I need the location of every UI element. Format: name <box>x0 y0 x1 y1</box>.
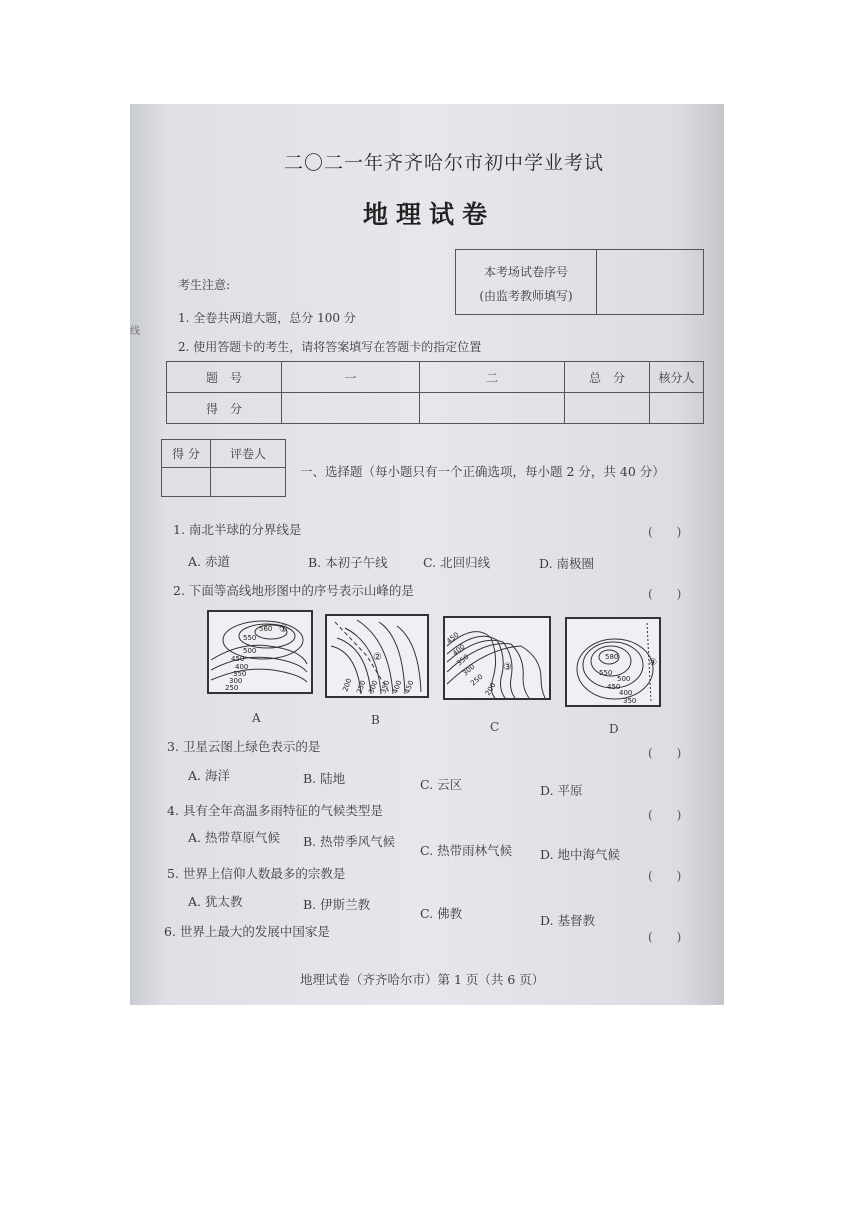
q1-option-a[interactable]: A. 赤道 <box>188 554 230 569</box>
marker-3: ③ <box>503 662 512 673</box>
section1-heading: 一、选择题（每小题只有一个正确选项，每小题 2 分，共 40 分） <box>300 464 665 479</box>
map-a-label: A <box>252 711 261 725</box>
contour-map-c-svg <box>445 618 549 698</box>
grader-score-cell <box>162 468 211 497</box>
contour-map-b[interactable] <box>325 614 429 698</box>
q3-option-b[interactable]: B. 陆地 <box>303 771 346 786</box>
grader-score-label: 得 分 <box>162 440 211 468</box>
contour-label: 400 <box>451 642 467 658</box>
contour-map-d-svg <box>567 619 659 705</box>
seq-box-line2: (由监考教师填写) <box>479 289 573 303</box>
score-table-head-item: 题 号 <box>167 362 282 393</box>
q4-option-b[interactable]: B. 热带季风气候 <box>303 834 396 849</box>
q5-option-a[interactable]: A. 犹太教 <box>188 894 243 909</box>
score-table-head-2: 二 <box>420 362 565 393</box>
q6-stem: 6. 世界上最大的发展中国家是 <box>164 924 330 939</box>
q2-stem: 2. 下面等高线地形图中的序号表示山峰的是 <box>173 583 414 598</box>
contour-label: 350 <box>379 679 392 695</box>
contour-line <box>211 669 307 682</box>
contour-map-d[interactable] <box>565 617 661 707</box>
contour-label: 400 <box>235 663 249 671</box>
map-b-label: B <box>371 713 380 727</box>
q1-option-d[interactable]: D. 南极圈 <box>539 556 595 571</box>
contour-label: 350 <box>623 697 637 705</box>
score-cell-2 <box>420 393 565 424</box>
contour-label: 450 <box>445 630 461 646</box>
contour-label: 300 <box>229 677 243 685</box>
page-footer: 地理试卷（齐齐哈尔市）第 1 页（共 6 页） <box>300 972 545 987</box>
q4-option-c[interactable]: C. 热带雨林气候 <box>420 843 513 858</box>
seq-box-label <box>456 250 597 315</box>
map-c-label: C <box>490 720 500 734</box>
notice-item-2: 2. 使用答题卡的考生，请将答案填写在答题卡的指定位置 <box>178 340 482 354</box>
score-table <box>166 361 704 424</box>
contour-label: 560 <box>259 625 273 633</box>
notice-item-1: 1. 全卷共两道大题，总分 100 分 <box>178 311 356 325</box>
contour-label: 200 <box>483 681 498 697</box>
contour-label: 350 <box>455 652 471 668</box>
contour-label: 200 <box>341 677 354 693</box>
contour-map-c[interactable] <box>443 616 551 700</box>
subject-title: 地理试卷 <box>363 200 496 229</box>
contour-line <box>211 657 307 672</box>
contour-label: 250 <box>469 672 485 688</box>
q3-option-a[interactable]: A. 海洋 <box>188 768 230 783</box>
grader-name-cell <box>211 468 286 497</box>
contour-label: 300 <box>367 679 380 695</box>
contour-label: 500 <box>617 675 631 683</box>
score-cell-checker <box>650 393 704 424</box>
marker-1: ① <box>279 624 288 635</box>
q4-option-d[interactable]: D. 地中海气候 <box>540 847 621 862</box>
q1-option-c[interactable]: C. 北回归线 <box>423 555 491 570</box>
q5-answer-paren[interactable]: ( ) <box>648 869 682 883</box>
score-table-head-total: 总 分 <box>565 362 650 393</box>
q1-option-b[interactable]: B. 本初子午线 <box>308 555 388 570</box>
contour-label: 250 <box>355 679 368 695</box>
contour-line <box>211 645 307 664</box>
contour-label: 580 <box>605 653 619 661</box>
contour-label: 400 <box>391 679 404 695</box>
q4-answer-paren[interactable]: ( ) <box>648 808 682 822</box>
marker-2: ② <box>373 652 382 663</box>
contour-label: 550 <box>243 634 257 642</box>
q5-option-b[interactable]: B. 伊斯兰教 <box>303 897 371 912</box>
q6-answer-paren[interactable]: ( ) <box>648 930 682 944</box>
contour-map-b-svg <box>327 616 427 696</box>
score-table-head-checker: 核分人 <box>650 362 704 393</box>
q5-option-d[interactable]: D. 基督教 <box>540 913 596 928</box>
q4-stem: 4. 具有全年高温多雨特征的气候类型是 <box>167 803 383 818</box>
exam-title: 二〇二一年齐齐哈尔市初中学业考试 <box>284 152 605 174</box>
grader-box <box>161 439 286 497</box>
marker-4: ④ <box>649 658 658 668</box>
contour-label: 450 <box>403 679 416 695</box>
notice-heading: 考生注意: <box>178 278 231 292</box>
contour-label: 350 <box>233 670 247 678</box>
q5-option-c[interactable]: C. 佛教 <box>420 906 463 921</box>
contour-label: 400 <box>619 689 633 697</box>
contour-label: 450 <box>607 683 621 691</box>
map-d-label: D <box>609 722 619 736</box>
q3-answer-paren[interactable]: ( ) <box>648 746 682 760</box>
contour-label: 450 <box>231 655 245 663</box>
score-table-row-label: 得 分 <box>167 393 282 424</box>
contour-map-a-svg <box>209 612 311 692</box>
score-cell-1 <box>282 393 420 424</box>
contour-label: 550 <box>599 669 613 677</box>
contour-label: 250 <box>225 684 239 692</box>
exam-sheet <box>130 104 724 1005</box>
binding-line-mark: 线 <box>130 326 140 337</box>
seq-box <box>455 249 704 315</box>
q3-option-c[interactable]: C. 云区 <box>420 777 463 792</box>
q3-stem: 3. 卫星云图上绿色表示的是 <box>167 739 321 754</box>
seq-box-line1: 本考场试卷序号 <box>483 265 568 279</box>
q4-option-a[interactable]: A. 热带草原气候 <box>188 830 280 845</box>
score-table-head-1: 一 <box>282 362 420 393</box>
q5-stem: 5. 世界上信仰人数最多的宗教是 <box>167 866 346 881</box>
score-cell-total <box>565 393 650 424</box>
seq-box-blank <box>597 250 704 315</box>
grader-name-label: 评卷人 <box>211 440 286 468</box>
contour-line <box>447 636 505 698</box>
q2-answer-paren[interactable]: ( ) <box>648 587 682 601</box>
q3-option-d[interactable]: D. 平原 <box>540 783 583 798</box>
contour-map-a[interactable] <box>207 610 313 694</box>
contour-label: 300 <box>461 662 477 678</box>
q1-stem: 1. 南北半球的分界线是 <box>173 522 302 537</box>
q1-answer-paren[interactable]: ( ) <box>648 525 682 539</box>
contour-label: 500 <box>243 647 257 655</box>
